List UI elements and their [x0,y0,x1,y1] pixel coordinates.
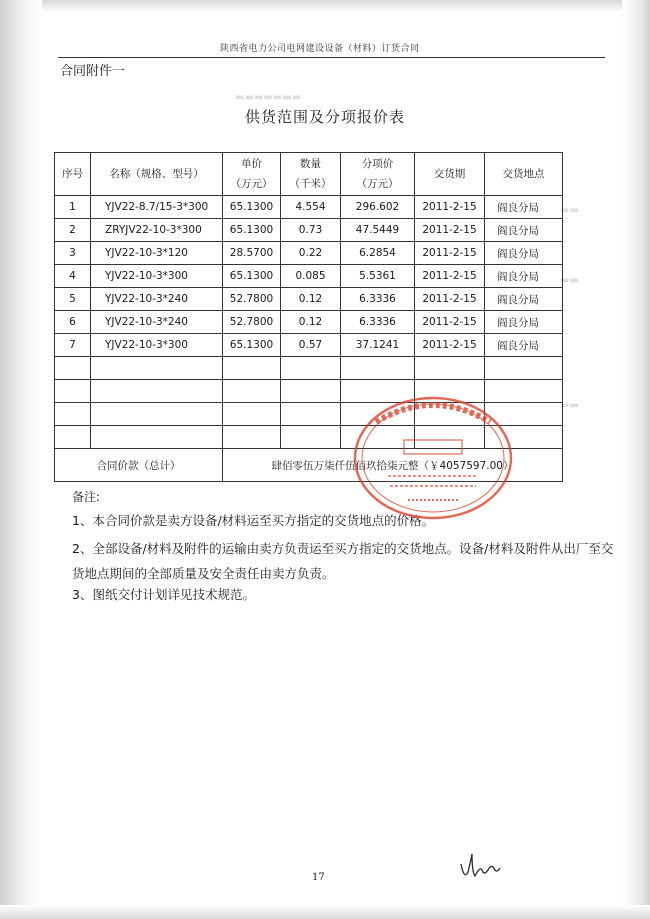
table-cell [281,357,341,380]
table-cell [281,426,341,449]
table-row [55,311,563,334]
table-cell: 5 [55,288,91,311]
table-cell [341,357,415,380]
table-cell [91,426,223,449]
table-cell: 6.2854 [341,242,415,265]
table-cell [223,380,281,403]
table-row [55,265,563,288]
table-cell: 52.7800 [223,311,281,334]
table-cell: 2011-2-15 [415,219,485,242]
table-cell: 2011-2-15 [415,288,485,311]
table-cell [281,380,341,403]
table-cell [223,403,281,426]
table-cell [281,403,341,426]
column-header: 交货期 [415,153,485,196]
table-cell: 3 [55,242,91,265]
table-cell [91,380,223,403]
table-cell: 0.22 [281,242,341,265]
table-cell: 阎良分局 [485,288,563,311]
table-cell [223,426,281,449]
table-cell [91,357,223,380]
table-cell: 65.1300 [223,219,281,242]
table-cell: 5.5361 [341,265,415,288]
table-cell: 47.5449 [341,219,415,242]
table-cell [415,357,485,380]
table-cell [55,403,91,426]
table-cell: 4.554 [281,196,341,219]
column-header: 交货地点 [485,153,563,196]
bleed-through-mark: ▬▬ [560,275,579,286]
total-label: 合同价款（总计） [55,449,223,482]
bleed-through-mark: ▬▬▬▬▬▬▬ [235,92,302,103]
table-cell: 65.1300 [223,265,281,288]
scan-edge-bottom [0,905,650,919]
table-row [55,288,563,311]
notes-label: 备注: [72,490,101,504]
table-cell: 296.602 [341,196,415,219]
column-header: 数量 （千米） [281,153,341,196]
table-cell [485,357,563,380]
column-header: 序号 [55,153,91,196]
table-cell: 阎良分局 [485,242,563,265]
table-cell: 2011-2-15 [415,196,485,219]
table-cell: 6.3336 [341,288,415,311]
table-cell [223,357,281,380]
table-cell: 0.12 [281,288,341,311]
scan-edge-top [0,0,650,12]
table-cell: 2011-2-15 [415,242,485,265]
table-cell: 65.1300 [223,334,281,357]
table-cell: YJV22-10-3*300 [91,334,223,357]
bleed-through-mark: ▬▬ [560,400,579,411]
note-item: 2、全部设备/材料及附件的运输由卖方负责运至买方指定的交货地点。设备/材料及附件从出厂至交货地点期间的全部质量及安全责任由卖方负责。 [72,541,614,581]
table-cell: 28.5700 [223,242,281,265]
note-item: 3、图纸交付计划详见技术规范。 [72,587,255,602]
table-row-empty [55,357,563,380]
table-cell: 阎良分局 [485,311,563,334]
document-header: 陕西省电力公司电网建设设备（材料）订货合同 [220,44,420,54]
handwritten-signature [458,852,502,882]
table-cell: 1 [55,196,91,219]
table-row [55,334,563,357]
table-cell: 阎良分局 [485,265,563,288]
column-header: 单价 （万元） [223,153,281,196]
table-cell: 0.085 [281,265,341,288]
table-row [55,196,563,219]
table-cell: ZRYJV22-10-3*300 [91,219,223,242]
table-cell: 阎良分局 [485,196,563,219]
table-row [55,242,563,265]
table-cell: 6 [55,311,91,334]
table-cell: 2011-2-15 [415,265,485,288]
page-title: 供货范围及分项报价表 [244,108,405,126]
table-cell: 7 [55,334,91,357]
table-cell: 2 [55,219,91,242]
table-cell: 阎良分局 [485,334,563,357]
table-header-row [55,153,563,196]
table-cell: 65.1300 [223,196,281,219]
table-cell: 0.12 [281,311,341,334]
header-rule [58,57,605,58]
scan-edge-right [622,0,650,919]
table-cell: YJV22-10-3*120 [91,242,223,265]
table-cell [91,403,223,426]
page-number: 17 [312,872,325,883]
table-cell: 0.73 [281,219,341,242]
table-cell: YJV22-8.7/15-3*300 [91,196,223,219]
table-cell [55,426,91,449]
table-cell: 0.57 [281,334,341,357]
column-header: 分项价 （万元） [341,153,415,196]
company-seal-stamp [348,392,518,524]
column-header: 名称（规格、型号） [91,153,223,196]
table-cell: YJV22-10-3*300 [91,265,223,288]
total-value: 肆佰零伍万柒仟伍佰玖拾柒元整（￥4057597.00） [223,449,563,482]
table-cell: 2011-2-15 [415,311,485,334]
table-row [55,219,563,242]
table-cell: YJV22-10-3*240 [91,288,223,311]
table-cell: 2011-2-15 [415,334,485,357]
scan-edge-left [0,0,42,919]
attachment-label: 合同附件一 [60,64,126,79]
table-cell: 6.3336 [341,311,415,334]
table-cell: 阎良分局 [485,219,563,242]
bleed-through-mark: ▬▬ [560,205,579,216]
table-cell: 4 [55,265,91,288]
table-cell: YJV22-10-3*240 [91,311,223,334]
table-cell [55,357,91,380]
note-item: 1、本合同价款是卖方设备/材料运至买方指定的交货地点的价格。 [72,513,435,528]
table-cell: 52.7800 [223,288,281,311]
table-cell [55,380,91,403]
table-cell: 37.1241 [341,334,415,357]
